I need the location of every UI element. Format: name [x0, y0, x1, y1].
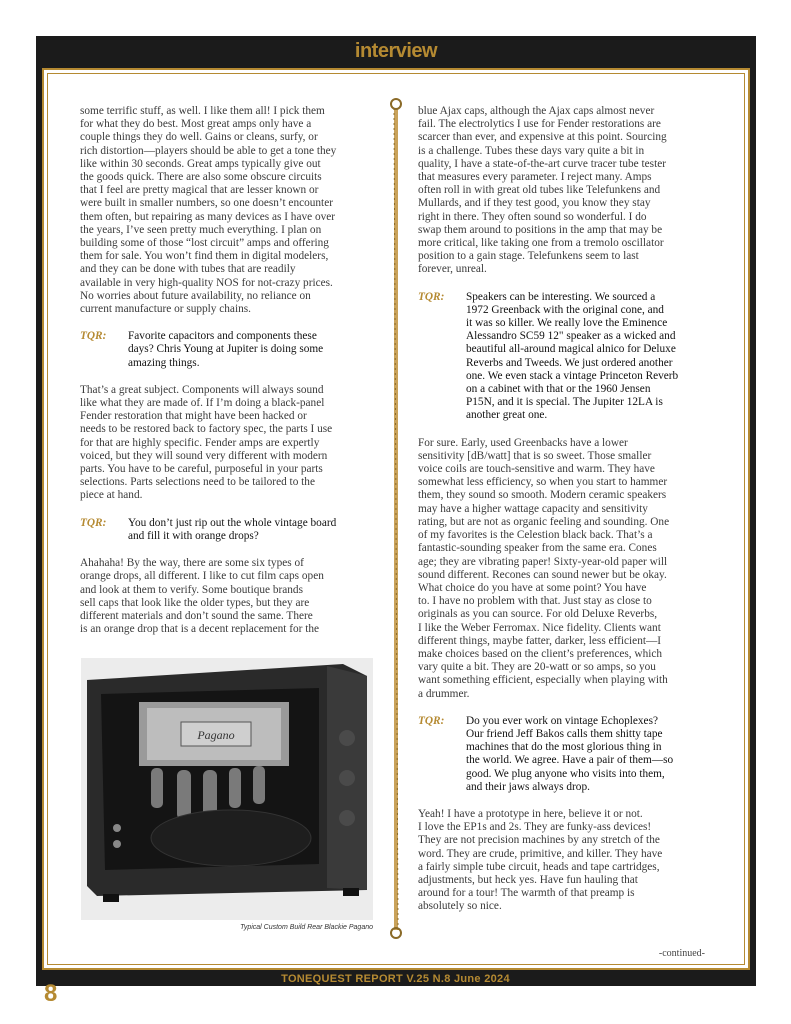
question-block [80, 517, 372, 543]
right-column [418, 105, 708, 914]
question-block [80, 330, 372, 370]
left-paragraph-2: That’s a great subject. Components will always sound like what they are made of. If I’m doing a black-panel Fender restoration that might have been hacked or needs to be restored back to factory spec, the parts I use for that are highly specific. Fender amps are expertly voiced, but they will sound very different with modern parts. You have to be careful, purposeful in your parts selections. Parts selections need to be tailored to the piece at hand. [80, 383, 333, 502]
right-paragraph-2: For sure. Early, used Greenbacks have a lower sensitivity [dB/watt] that is so sweet. Those smaller voice coils are touch-sensitive and warm. They have somewhat less efficiency, so when you start to hammer them, they sound so smooth. Modern ceramic speakers may have a higher wattage capacity and sensitivity rating, but are not as organic feeling and sounding. One of my favorites is the Celestion black back. That’s a fantastic-sounding speaker from the same era. Cones age; they are vibrating paper! Sixty-year-old paper will sound different. Recones can sound newer but be okay. What choice do you have at some point? You have to. I have no problem with that. Just stay as close to originals as you can source. For old Deluxe Reverbs, I like the Weber Ferromax. Nice fidelity. Clients want different things, maybe fatter, darker, less efficient—I make choices based on the client’s preferences, which vary quite a bit. They are 20-watt or so amps, so you want something efficient, especially when playing with a drummer. [418, 436, 670, 700]
tqr-tag: TQR: [80, 516, 107, 529]
question-block [418, 715, 708, 794]
left-paragraph-3: Ahahaha! By the way, there are some six types of orange drops, all different. I like to cut film caps open and look at them to verify. Some boutique brands sell caps that look like the older types, but they are different materials and don’t sound the same. There is an orange drop that is a decent replacement for the [80, 557, 324, 636]
question-text: Speakers can be interesting. We sourced a 1972 Greenback with the original cone, and it was so killer. We really love the Eminence Alessandro SC59 12" speaker as a wicked and beautiful all-around magical alnico for Deluxe Reverbs and Tweeds. We just ordered another one. We even stack a vintage Princeton Reverb on a cabinet with that or the 1960 Jensen P15N, and it is special. The Jupiter 12LA is another great one. [466, 290, 679, 422]
tqr-tag: TQR: [418, 290, 445, 303]
amp-illustration [81, 658, 373, 920]
question-block [418, 291, 708, 423]
left-paragraph-1: some terrific stuff, as well. I like them all! I pick them for what they do best. Most great amps only have a couple things they do well. Gains or cleans, surfy, or rich distortion—players should be able to get a tone they like within 30 seconds. Great amps typically give out the goods quick. There are also some obscure circuits that I feel are pretty magical that are lesser known or were built in smaller numbers, so one doesn’t encounter them often, but repairing as many devices as I have over the years, I’ve seen pretty much everything. I plan on building some of those “lost circuit” amps and offering them for sale. You won’t find them in digital modelers, and they can be done with tubes that are readily available in very high-quality NOS for not-crazy prices. No worries about future availability, no reliance on current manufacture or supply chains. [80, 105, 337, 316]
question-text: Do you ever work on vintage Echoplexes? Our friend Jeff Bakos calls them shitty tape machines that do the most glorious thing in the world. We agree. Have a pair of them—so good. We plug anyone who visits into them, and their jaws always drop. [466, 714, 674, 793]
chassis-badge: Pagano [197, 728, 235, 742]
section-title: interview [354, 40, 438, 62]
right-paragraph-1: blue Ajax caps, although the Ajax caps almost never fail. The electrolytics I use for Fender restorations are scarcer than ever, and expensive at this point. Sourcing is a challenge. Tubes these days vary quite a bit in quality, I have a state-of-the-art curve tracer tube tester that measures every parameter. I reject many. Amps often roll in with great old tubes like Telefunkens and Mullards, and if they test good, you know they stay right in there. They often sound so wonderful. I do swap them around to positions in the amp that may be more critical, like taking one from a tremolo oscillator position to a gain stage. Telefunkens seem to last forever, unreal. [418, 105, 667, 276]
footer-publication: TONEQUEST REPORT V.25 N.8 June 2024 [281, 973, 510, 985]
page-number: 8 [44, 980, 58, 1007]
continued-label: -continued- [658, 948, 705, 959]
tqr-tag: TQR: [80, 330, 107, 343]
amp-photo [81, 658, 373, 920]
left-column [80, 105, 372, 636]
question-text: Favorite capacitors and components these days? Chris Young at Jupiter is doing some amazing things. [128, 330, 324, 369]
right-paragraph-3: Yeah! I have a prototype in here, believe it or not. I love the EP1s and 2s. They are funky-ass devices! They are not precision machines by any stretch of the word. They are crude, primitive, and killer. They have a fairly simple tube circuit, heads and tape cartridges, adjustments, but heck yes. Have fun hauling that around for a tour! The warmth of that preamp is absolutely so nice. [418, 807, 663, 913]
photo-caption: Typical Custom Build Rear Blackie Pagano [240, 924, 373, 931]
rope-divider [389, 96, 403, 941]
tqr-tag: TQR: [418, 714, 445, 727]
question-text: You don’t just rip out the whole vintage board and fill it with orange drops? [128, 516, 337, 542]
